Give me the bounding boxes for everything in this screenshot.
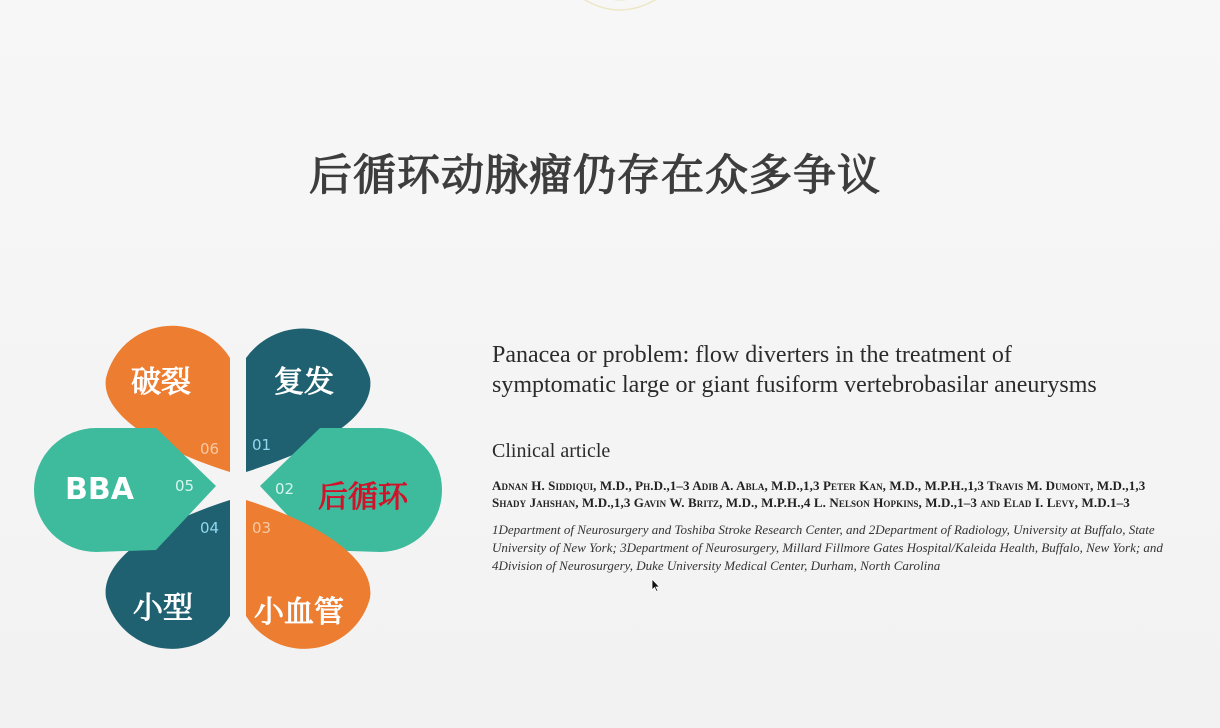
petal-label-recurrence: 复发: [274, 365, 334, 400]
decorative-ornament: [520, 0, 720, 40]
petal-number-04: 04: [200, 519, 220, 537]
slide-title: 后循环动脉瘤仍存在众多争议: [309, 151, 881, 201]
paper-affiliations: 1Department of Neurosurgery and Toshiba Stroke Research Center, and 2Department of Radiology, University at Buffalo, State University of New York; 3Department of Neurosurgery, Millard Fillmore Gates Hospital/Kaleida Health, Buffalo, New York; and 4Division of Neurosurgery, Duke University Medical Center, Durham, North Carolina: [492, 522, 1163, 573]
petal-number-02: 02: [275, 480, 295, 498]
petal-number-06: 06: [200, 440, 220, 458]
paper-article-type: Clinical article: [492, 440, 611, 462]
petal-label-small-vessel: 小血管: [254, 595, 344, 630]
petal-label-bba: BBA: [65, 472, 134, 507]
paper-title: Panacea or problem: flow diverters in the treatment of symptomatic large or giant fusiform vertebrobasilar aneurysms: [492, 342, 1097, 398]
petal-number-01: 01: [252, 436, 272, 454]
petal-label-posterior-circulation: 后循环: [318, 480, 408, 515]
petal-number-03: 03: [252, 519, 272, 537]
petal-label-rupture: 破裂: [131, 365, 191, 400]
paper-excerpt: [492, 340, 1192, 575]
paper-authors: Adnan H. Siddiqui, M.D., Ph.D.,1–3 Adib A. Abla, M.D.,1,3 Peter Kan, M.D., M.P.H.,1,3 Travis M. Dumont, M.D.,1,3 Shady Jahshan, M.D.,1,3 Gavin W. Britz, M.D., M.P.H.,4 L. Nelson Hopkins, M.D.,1–3 and Elad I. Levy, M.D.1–3: [492, 478, 1146, 510]
petal-number-05: 05: [175, 477, 195, 495]
mouse-cursor-icon: [651, 578, 661, 592]
six-petal-diagram: [20, 300, 460, 680]
petal-label-small-size: 小型: [133, 591, 193, 626]
